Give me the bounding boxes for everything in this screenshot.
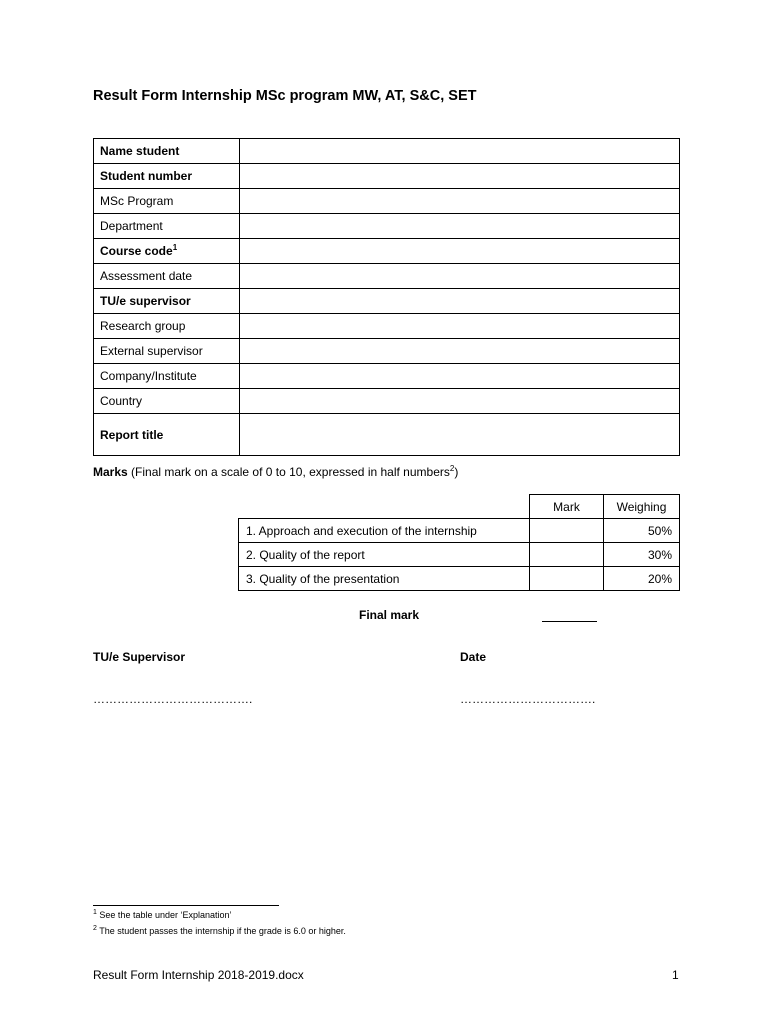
info-label-text: Research group — [100, 319, 186, 333]
marks-heading — [93, 465, 458, 479]
footer-filename: Result Form Internship 2018-2019.docx — [93, 968, 304, 982]
info-label — [94, 239, 240, 264]
info-label-text: External supervisor — [100, 344, 203, 358]
info-value-field[interactable] — [240, 139, 680, 164]
info-label — [94, 339, 240, 364]
marks-label: Marks — [93, 465, 128, 479]
criterion-label: 1. Approach and execution of the internship — [239, 519, 530, 543]
final-mark-field[interactable] — [542, 621, 597, 622]
marks-header-row — [239, 495, 680, 519]
info-row — [94, 264, 680, 289]
info-row — [94, 189, 680, 214]
info-value-field[interactable] — [240, 264, 680, 289]
info-label-text: MSc Program — [100, 194, 174, 208]
info-label — [94, 264, 240, 289]
marks-col-weighing: Weighing — [604, 495, 680, 519]
footnote-2-text: The student passes the internship if the grade is 6.0 or higher. — [99, 926, 346, 936]
weighing-value: 30% — [604, 543, 680, 567]
info-row — [94, 289, 680, 314]
info-label-text: Report title — [100, 427, 164, 442]
weighing-value: 50% — [604, 519, 680, 543]
marks-row — [239, 567, 680, 591]
date-label: Date — [460, 650, 487, 664]
page-title: Result Form Internship MSc program MW, AT, S&C, SET — [93, 88, 477, 104]
mark-field[interactable] — [530, 543, 604, 567]
info-value-field[interactable] — [240, 214, 680, 239]
info-value-field[interactable] — [240, 164, 680, 189]
info-label — [94, 139, 240, 164]
footer-page-number: 1 — [672, 968, 679, 982]
criterion-label: 3. Quality of the presentation — [239, 567, 530, 591]
marks-col-mark: Mark — [530, 495, 604, 519]
final-mark-label: Final mark — [359, 608, 420, 622]
info-label — [94, 164, 240, 189]
marks-note-end: ) — [454, 465, 459, 479]
info-label — [94, 214, 240, 239]
student-info-table — [93, 138, 680, 456]
info-label — [94, 414, 240, 456]
footnote-1-text: See the table under ‘Explanation’ — [99, 910, 232, 920]
info-value-field[interactable] — [240, 364, 680, 389]
info-label-text: Name student — [100, 144, 180, 158]
footnote-1 — [93, 910, 232, 920]
info-value-field[interactable] — [240, 189, 680, 214]
info-label-text: Course code — [100, 244, 173, 258]
info-row — [94, 389, 680, 414]
info-row — [94, 339, 680, 364]
info-label — [94, 389, 240, 414]
supervisor-signature-label: TU/e Supervisor — [93, 650, 186, 664]
footnote-2 — [93, 926, 346, 936]
marks-row — [239, 543, 680, 567]
info-label — [94, 189, 240, 214]
info-row — [94, 239, 680, 264]
date-line[interactable]: ……………………………. — [460, 692, 596, 706]
marks-row — [239, 519, 680, 543]
info-value-field[interactable] — [240, 389, 680, 414]
info-label-text: Assessment date — [100, 269, 193, 283]
mark-field[interactable] — [530, 567, 604, 591]
info-row — [94, 414, 680, 456]
footnote-ref: 1 — [172, 243, 178, 252]
criterion-label: 2. Quality of the report — [239, 543, 530, 567]
info-label-text: Department — [100, 219, 163, 233]
info-label — [94, 289, 240, 314]
footnote-2-number: 2 — [93, 925, 97, 932]
info-row — [94, 139, 680, 164]
info-value-field[interactable] — [240, 414, 680, 456]
supervisor-signature-line[interactable]: …………………………………. — [93, 692, 253, 706]
marks-table — [238, 494, 680, 591]
student-info-body — [94, 139, 680, 456]
mark-field[interactable] — [530, 519, 604, 543]
info-label-text: Country — [100, 394, 143, 408]
marks-body — [239, 495, 680, 591]
marks-note: (Final mark on a scale of 0 to 10, expressed in half numbers — [131, 465, 450, 479]
footnote-separator — [93, 905, 279, 906]
info-row — [94, 214, 680, 239]
info-value-field[interactable] — [240, 339, 680, 364]
info-label — [94, 314, 240, 339]
info-label-text: Student number — [100, 169, 192, 183]
info-value-field[interactable] — [240, 314, 680, 339]
info-label-text: Company/Institute — [100, 369, 197, 383]
weighing-value: 20% — [604, 567, 680, 591]
marks-note-footnote-ref: 2 — [449, 464, 455, 473]
footnote-1-number: 1 — [93, 909, 97, 916]
marks-header-blank — [239, 495, 530, 519]
info-row — [94, 314, 680, 339]
info-label — [94, 364, 240, 389]
info-value-field[interactable] — [240, 289, 680, 314]
info-label-text: TU/e supervisor — [100, 294, 191, 308]
info-row — [94, 164, 680, 189]
info-value-field[interactable] — [240, 239, 680, 264]
info-row — [94, 364, 680, 389]
